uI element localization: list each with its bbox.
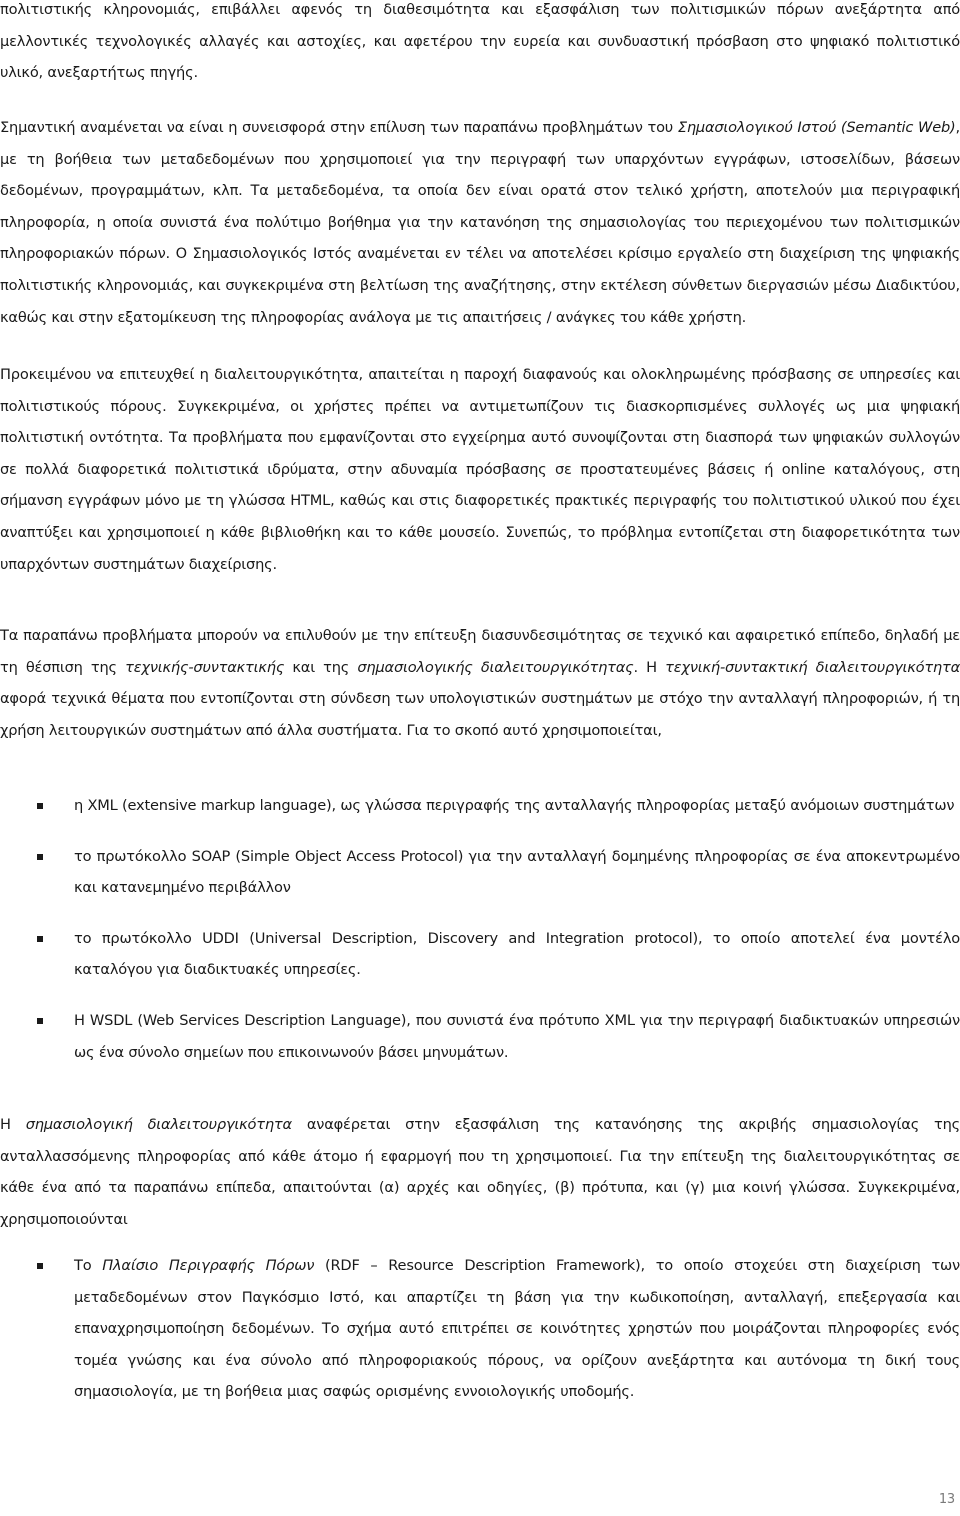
emphasis-semantic-web: Σημασιολογικού Ιστού (Semantic Web) xyxy=(677,119,956,136)
paragraph-text: . Η xyxy=(633,658,666,676)
square-bullet-icon xyxy=(37,936,43,942)
square-bullet-icon xyxy=(37,803,43,809)
paragraph-semantic-interoperability xyxy=(0,1109,960,1235)
emphasis-technical-syntactic: τεχνικής-συντακτικής xyxy=(125,658,285,676)
square-bullet-icon xyxy=(37,854,43,860)
emphasis-rdf: Πλαίσιο Περιγραφής Πόρων xyxy=(102,1257,315,1274)
list-item-text: Το xyxy=(74,1257,103,1274)
paragraph-intro-continuation xyxy=(0,0,960,89)
paragraph-text: πολιτιστικής κληρονομιάς, επιβάλλει αφενός τη διαθεσιμότητα και εξασφάλιση των πολιτισμικών πόρων ανεξάρτητα από μελλοντικές τεχνολογικές αλλαγές και αστοχίες, και αφετέρου την ευρεία και συνδυαστική πρόσβαση στο ψηφιακό πολιτιστικό υλικό, ανεξαρτήτως πηγής. xyxy=(0,1,960,82)
paragraph-text: αναφέρεται στην εξασφάλιση της κατανόησης της ακριβής σημασιολογίας της ανταλλασσόμενης πληροφορίας από κάθε άτομο ή εφαρμογή που τη χρησιμοποιεί. Για την επίτευξη της διαλειτουργικότητας σε κάθε ένα από τα παραπάνω επίπεδα, απαιτούνται (α) αρχές και οδηγίες, (β) πρότυπα, και (γ) μια κοινή γλώσσα. Συγκεκριμένα, χρησιμοποιούνται xyxy=(0,1116,960,1228)
paragraph-interoperability xyxy=(0,359,960,580)
list-item-text: το πρωτόκολλο UDDI (Universal Description, Discovery and Integration protocol), το οποίο αποτελεί ένα μοντέλο καταλόγου για διαδικτυακές υπηρεσίες. xyxy=(74,929,960,979)
emphasis-semantic-interoperability: σημασιολογικής διαλειτουργικότητας xyxy=(357,658,634,676)
paragraph-text: και της xyxy=(284,658,358,676)
list-item-text: το πρωτόκολλο SOAP (Simple Object Access Protocol) για την ανταλλαγή δομημένης πληροφορίας σε ένα αποκεντρωμένο και κατανεμημένο περιβάλλον xyxy=(74,847,960,897)
emphasis-technical-syntactic-interoperability: τεχνική-συντακτική διαλειτουργικότητα xyxy=(665,658,960,676)
square-bullet-icon xyxy=(37,1018,43,1024)
list-item-text: (RDF – Resource Description Framework), το οποίο στοχεύει στη διαχείριση των μεταδεδομένων στον Παγκόσμιο Ιστό, και απαρτίζει τη βάση για την κωδικοποίηση, ανταλλαγή, επεξεργασία και επαναχρησιμοποίηση δεδομένων. Το σχήμα αυτό επιτρέπει σε κοινότητες χρηστών που μοιράζονται πληροφορίες ενός τομέα γνώσης και ένα σύνολο από πληροφοριακούς πόρους, να ορίζουν ανεξάρτητα και αυτόνομα τη δική τους σημασιολογία, με τη βοήθεια μιας σαφώς ορισμένης εννοιολογικής υποδομής. xyxy=(74,1257,960,1401)
bullet-list-rdf xyxy=(0,1250,960,1427)
paragraph-text: Προκειμένου να επιτευχθεί η διαλειτουργικότητα, απαιτείται η παροχή διαφανούς και ολοκληρωμένης πρόσβασης σε υπηρεσίες και πολιτιστικούς πόρους. Συγκεκριμένα, οι χρήστες πρέπει να αντιμετωπίζουν τις διασκορπισμένες συλλογές ως μια ψηφιακή πολιτιστική οντότητα. Τα προβλήματα που εμφανίζονται στο εγχείρημα αυτό συνοψίζονται στη διασπορά των ψηφιακών συλλογών σε πολλά διαφορετικά πολιτιστικά ιδρύματα, στην αδυναμία πρόσβασης σε προστατευμένες βάσεις ή online καταλόγους, στη σήμανση εγγράφων μόνο με τη γλώσσα HTML, καθώς και στις διαφορετικές πρακτικές περιγραφής του πολιτιστικού υλικού που έχει αναπτύξει και χρησιμοποιεί η κάθε βιβλιοθήκη και το κάθε μουσείο. Συνεπώς, το πρόβλημα εντοπίζεται στη διαφορετικότητα των υπαρχόντων συστημάτων διαχείρισης. xyxy=(0,366,960,573)
list-item xyxy=(0,1005,960,1068)
bullet-list-technologies xyxy=(0,790,960,1087)
paragraph-text: Σημαντική αναμένεται να είναι η συνεισφορά στην επίλυση των παραπάνω προβλημάτων του xyxy=(0,119,678,136)
list-item xyxy=(0,841,960,904)
paragraph-technical-interoperability xyxy=(0,620,960,746)
list-item xyxy=(0,1250,960,1408)
paragraph-text: Η xyxy=(0,1116,26,1133)
list-item xyxy=(0,790,960,822)
paragraph-text: , με τη βοήθεια των μεταδεδομένων που χρησιμοποιεί για την περιγραφή των υπαρχόντων εγγράφων, ιστοσελίδων, βάσεων δεδομένων, προγραμμάτων, κλπ. Τα μεταδεδομένα, τα οποία δεν είναι ορατά στον τελικό χρήστη, αποτελούν μια περιγραφική πληροφορία, η οποία συνιστά ένα πολύτιμο βοήθημα για την κατανόηση της σημασιολογίας του περιεχομένου των πολιτισμικών πληροφοριακών πόρων. Ο Σημασιολογικός Ιστός αναμένεται εν τέλει να αποτελέσει κρίσιμο εργαλείο στη διαχείριση της ψηφιακής πολιτιστικής κληρονομιάς, και συγκεκριμένα στη βελτίωση της αναζήτησης, στην εκτέλεση σύνθετων διεργασιών μέσω Διαδικτύου, καθώς και στην εξατομίκευση της πληροφορίας ανάλογα με τις απαιτήσεις / ανάγκες του κάθε χρήστη. xyxy=(0,119,960,326)
paragraph-text: Τα παραπάνω προβλήματα μπορούν να επιλυθούν με την επίτευξη διασυνδεσιμότητας σε τεχνικό και αφαιρετικό επίπεδο, δηλαδή με τη θέσπιση της xyxy=(0,627,960,676)
paragraph-text: αφορά τεχνικά θέματα που εντοπίζονται στη σύνδεση των υπολογιστικών συστημάτων με στόχο την ανταλλαγή πληροφοριών, ή τη χρήση λειτουργικών συστημάτων από άλλα συστήματα. Για το σκοπό αυτό χρησιμοποιείται, xyxy=(0,690,960,739)
page-number: 13 xyxy=(938,1492,955,1507)
list-item-text: Η WSDL (Web Services Description Language), που συνιστά ένα πρότυπο XML για την περιγραφή διαδικτυακών υπηρεσιών ως ένα σύνολο σημείων που επικοινωνούν βάσει μηνυμάτων. xyxy=(74,1011,960,1061)
list-item xyxy=(0,923,960,986)
emphasis-semantic-interoperability: σημασιολογική διαλειτουργικότητα xyxy=(25,1116,292,1133)
square-bullet-icon xyxy=(37,1263,43,1269)
paragraph-semantic-web xyxy=(0,112,960,333)
list-item-text: η XML (extensive markup language), ως γλώσσα περιγραφής της ανταλλαγής πληροφορίας μεταξύ ανόμοιων συστημάτων xyxy=(74,797,955,814)
